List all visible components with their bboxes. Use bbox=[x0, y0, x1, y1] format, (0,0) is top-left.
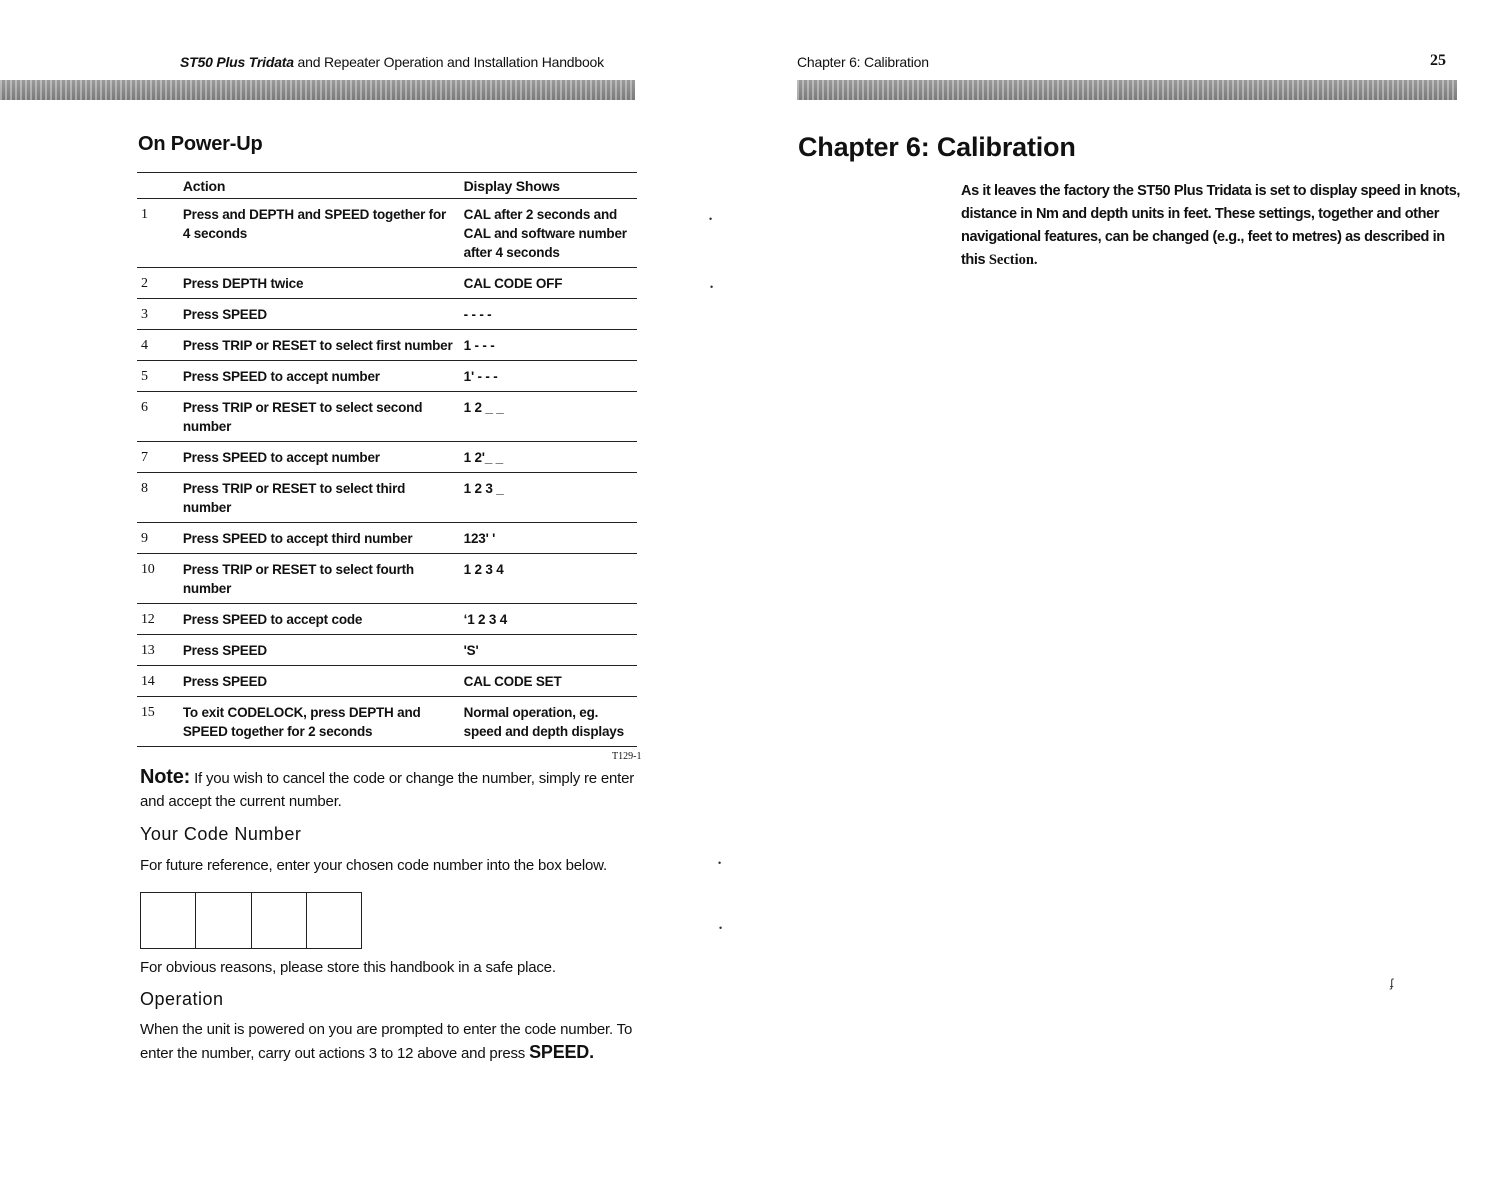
intro-text: As it leaves the factory the ST50 Plus Tridata is set to display speed in knots, distance in Nm and depth units in feet. These settings, together and other navigational features, can be changed (e.g., feet to metres) as described in this bbox=[961, 183, 1461, 268]
section-title: On Power-Up bbox=[138, 133, 263, 155]
step-number: 13 bbox=[137, 635, 179, 666]
lower-block bbox=[140, 956, 635, 1065]
table-row bbox=[137, 442, 637, 473]
step-number: 1 bbox=[137, 199, 179, 268]
table-row bbox=[137, 299, 637, 330]
operation-paragraph bbox=[140, 1018, 635, 1065]
table-row bbox=[137, 330, 637, 361]
chapter-title: Chapter 6: Calibration bbox=[798, 132, 1076, 162]
step-action: Press SPEED to accept number bbox=[179, 361, 460, 392]
table-row bbox=[137, 523, 637, 554]
table-row bbox=[137, 666, 637, 697]
running-header-right: Chapter 6: Calibration bbox=[797, 54, 929, 70]
step-action: Press SPEED bbox=[179, 666, 460, 697]
step-number: 8 bbox=[137, 473, 179, 523]
header-title: and Repeater Operation and Installation Handbook bbox=[297, 54, 604, 70]
scan-mark: • bbox=[719, 923, 723, 933]
note-block bbox=[140, 766, 635, 877]
code-paragraph: For future reference, enter your chosen code number into the box below. bbox=[140, 857, 607, 874]
note-label: Note: bbox=[140, 766, 191, 788]
step-action: Press SPEED to accept third number bbox=[179, 523, 460, 554]
header-display: Display Shows bbox=[460, 173, 637, 199]
intro-end: Section. bbox=[988, 252, 1038, 268]
step-display: Normal operation, eg. speed and depth displays bbox=[460, 697, 637, 747]
step-display: CAL after 2 seconds and CAL and software number after 4 seconds bbox=[460, 199, 637, 268]
note-text: If you wish to cancel the code or change the number, simply re enter and accept the current number. bbox=[140, 770, 635, 810]
step-display: 1 2 3 _ bbox=[460, 473, 637, 523]
table-row bbox=[137, 473, 637, 523]
code-digit-cell bbox=[307, 893, 361, 948]
table-code: T129-1 bbox=[612, 751, 642, 762]
step-display: CAL CODE SET bbox=[460, 666, 637, 697]
operation-key: SPEED. bbox=[529, 1042, 594, 1062]
step-number: 14 bbox=[137, 666, 179, 697]
table-row bbox=[137, 604, 637, 635]
step-action: Press SPEED to accept code bbox=[179, 604, 460, 635]
step-action: Press SPEED to accept number bbox=[179, 442, 460, 473]
header-brand: ST50 Plus Tridata bbox=[180, 54, 294, 70]
step-action: Press TRIP or RESET to select first number bbox=[179, 330, 460, 361]
step-number: 10 bbox=[137, 554, 179, 604]
store-paragraph: For obvious reasons, please store this handbook in a safe place. bbox=[140, 959, 556, 976]
step-action: Press TRIP or RESET to select fourth number bbox=[179, 554, 460, 604]
steps-table bbox=[137, 172, 637, 747]
step-action: Press TRIP or RESET to select second number bbox=[179, 392, 460, 442]
code-digit-cell bbox=[196, 893, 251, 948]
step-action: To exit CODELOCK, press DEPTH and SPEED together for 2 seconds bbox=[179, 697, 460, 747]
step-display: - - - - bbox=[460, 299, 637, 330]
step-action: Press SPEED bbox=[179, 635, 460, 666]
scan-mark: • bbox=[709, 214, 713, 224]
step-number: 3 bbox=[137, 299, 179, 330]
table-row bbox=[137, 697, 637, 747]
header-step bbox=[137, 173, 179, 199]
step-display: CAL CODE OFF bbox=[460, 268, 637, 299]
page-number: 25 bbox=[1430, 52, 1446, 69]
table-header-row bbox=[137, 173, 637, 199]
step-display: ‘1 2 3 4 bbox=[460, 604, 637, 635]
step-display: 'S' bbox=[460, 635, 637, 666]
step-number: 15 bbox=[137, 697, 179, 747]
scan-mark: ʄ bbox=[1390, 976, 1394, 990]
operation-text: When the unit is powered on you are prompted to enter the code number. To enter the number, carry out actions 3 to 12 above and press bbox=[140, 1021, 633, 1062]
step-number: 12 bbox=[137, 604, 179, 635]
code-digit-cell bbox=[252, 893, 307, 948]
step-number: 4 bbox=[137, 330, 179, 361]
step-display: 123' ' bbox=[460, 523, 637, 554]
table-row bbox=[137, 392, 637, 442]
step-number: 7 bbox=[137, 442, 179, 473]
table-row bbox=[137, 361, 637, 392]
table-row bbox=[137, 199, 637, 268]
table-row bbox=[137, 635, 637, 666]
step-number: 6 bbox=[137, 392, 179, 442]
code-heading: Your Code Number bbox=[140, 824, 302, 844]
step-display: 1 2 3 4 bbox=[460, 554, 637, 604]
operation-heading: Operation bbox=[140, 989, 224, 1009]
step-display: 1 - - - bbox=[460, 330, 637, 361]
table-row bbox=[137, 268, 637, 299]
step-number: 5 bbox=[137, 361, 179, 392]
step-action: Press TRIP or RESET to select third number bbox=[179, 473, 460, 523]
step-display: 1 2'_ _ bbox=[460, 442, 637, 473]
header-band-right bbox=[797, 80, 1457, 100]
intro-paragraph bbox=[961, 180, 1461, 272]
step-action: Press DEPTH twice bbox=[179, 268, 460, 299]
step-number: 9 bbox=[137, 523, 179, 554]
scan-mark: • bbox=[710, 282, 714, 292]
step-number: 2 bbox=[137, 268, 179, 299]
header-band-left bbox=[0, 80, 635, 100]
running-header-left bbox=[180, 54, 604, 70]
header-action: Action bbox=[179, 173, 460, 199]
note-paragraph bbox=[140, 766, 635, 813]
step-action: Press SPEED bbox=[179, 299, 460, 330]
step-action: Press and DEPTH and SPEED together for 4 seconds bbox=[179, 199, 460, 268]
step-display: 1' - - - bbox=[460, 361, 637, 392]
table-row bbox=[137, 554, 637, 604]
code-entry-box bbox=[140, 892, 362, 949]
code-digit-cell bbox=[141, 893, 196, 948]
step-display: 1 2 _ _ bbox=[460, 392, 637, 442]
scan-mark: • bbox=[718, 858, 722, 868]
